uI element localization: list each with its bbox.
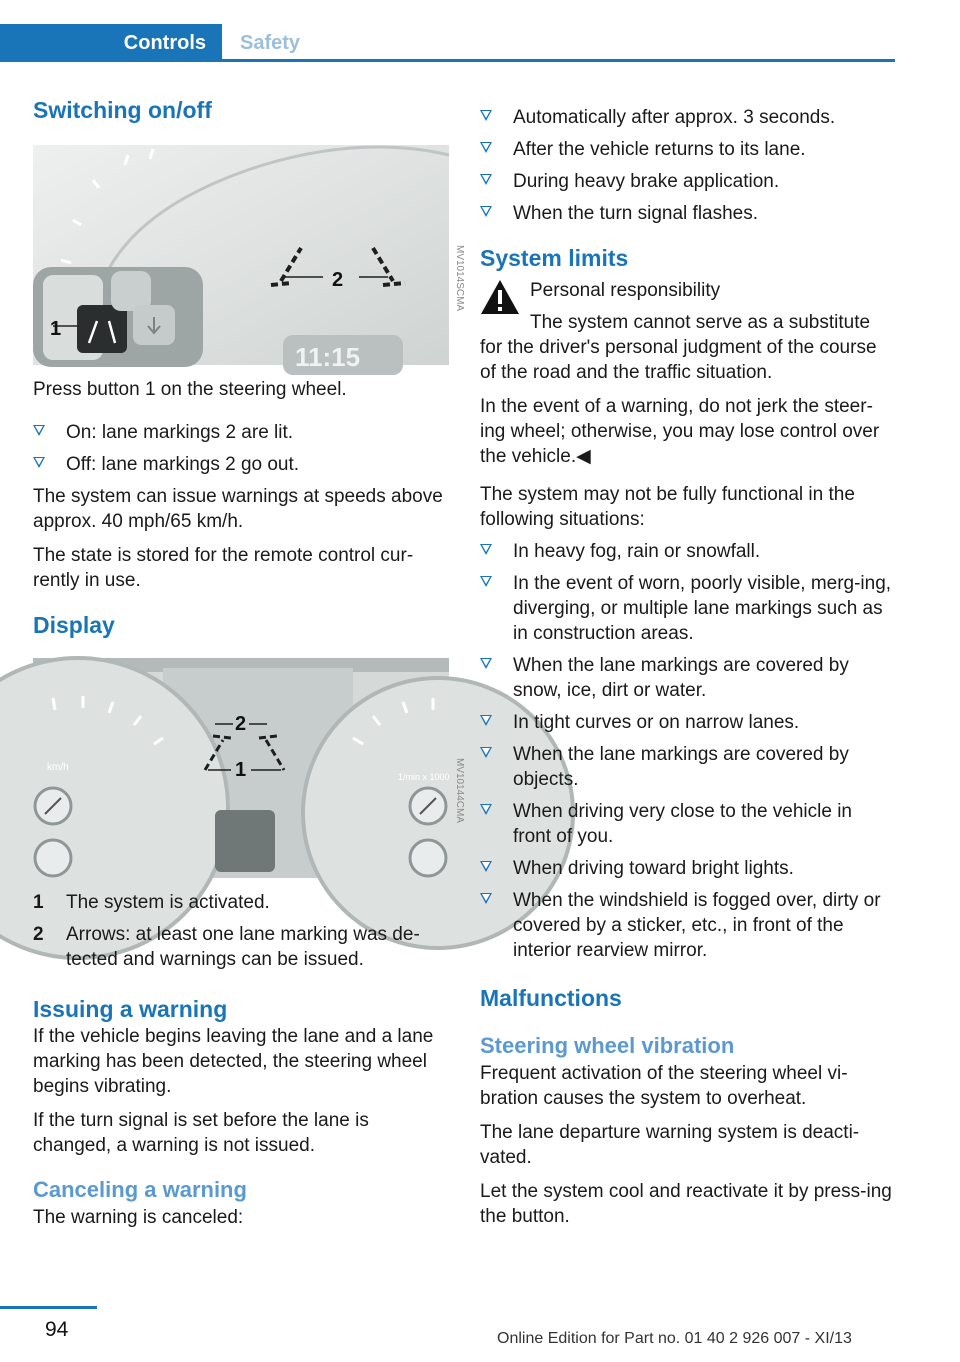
bullet-item: When the lane markings are covered by objects. [480, 742, 895, 792]
fig2-kmh: km/h [47, 762, 69, 773]
edition-note: Online Edition for Part no. 01 40 2 926 007 - XI/13 [497, 1330, 852, 1347]
fig2-label-1: 1 [235, 759, 247, 781]
para-issuing-2: If the turn signal is set before the lane is changed, a warning is not issued. [33, 1110, 369, 1156]
fig2-label-2: 2 [235, 713, 247, 735]
figure-steering-svg [33, 145, 449, 372]
fig2-code: MV10144CMA [454, 758, 465, 824]
bullet-triangle-icon [480, 576, 492, 587]
warning-text: The system cannot serve as a substitute for the driver's personal judgment of the course of the road and the traffic situation. [480, 312, 877, 383]
display-legend [33, 890, 450, 972]
bullet-item: Off: lane markings 2 go out. [33, 452, 450, 477]
bullet-item: On: lane markings 2 are lit. [33, 420, 450, 445]
fig1-label-2: 2 [332, 269, 344, 291]
bullet-item: When the windshield is fogged over, dirty or covered by a sticker, etc., in front of the interior rearview mirror. [480, 888, 895, 963]
bullet-item: In tight curves or on narrow lanes. [480, 710, 895, 735]
para-press-button: Press button 1 on the steering wheel. [33, 379, 347, 400]
tab-controls[interactable]: Controls [0, 24, 222, 62]
footer-rule [0, 1306, 97, 1309]
tab-safety[interactable]: Safety [240, 32, 301, 54]
figure-steering-button [33, 145, 465, 372]
cancel-bullets [480, 105, 895, 226]
bullet-triangle-icon [480, 658, 492, 669]
bullet-triangle-icon [33, 457, 45, 468]
para-issuing-1: If the vehicle begins leaving the lane and a lane marking has been detected, the steering wheel begins vibrating. [33, 1026, 434, 1097]
right-column [480, 105, 895, 1229]
para-state: The state is stored for the remote control cur-rently in use. [33, 545, 414, 591]
fig1-code: MV1014SCMA [454, 245, 465, 312]
fig1-label-1: 1 [50, 318, 62, 340]
warning-note [480, 278, 895, 303]
left-column [33, 95, 465, 1230]
fig2-rpm: 1/min x 1000 [398, 772, 450, 782]
para-vibration-3: Let the system cool and reactivate it by press-ing the button. [480, 1181, 892, 1227]
para-speeds: The system can issue warnings at speeds above approx. 40 mph/65 km/h. [33, 486, 443, 532]
fig1-clock: 11:15 [295, 342, 361, 372]
legend-item: 1 The system is activated. [33, 892, 270, 913]
switch-bullets [33, 420, 450, 477]
para-canceling: The warning is canceled: [33, 1207, 244, 1228]
bullet-triangle-icon [480, 174, 492, 185]
heading-canceling: Canceling a warning [33, 1177, 247, 1202]
bullet-triangle-icon [480, 142, 492, 153]
heading-system-limits: System limits [480, 245, 629, 271]
limit-bullets [480, 539, 895, 963]
bullet-item: During heavy brake application. [480, 169, 895, 194]
bullet-triangle-icon [480, 206, 492, 217]
figure-display-svg [33, 658, 449, 878]
para-vibration-2: The lane departure warning system is deacti-vated. [480, 1122, 860, 1168]
bullet-triangle-icon [480, 544, 492, 555]
bullet-item: When driving toward bright lights. [480, 856, 895, 881]
warning-triangle-icon [480, 278, 520, 316]
para-jerk: In the event of a warning, do not jerk the steer-ing wheel; otherwise, you may lose control over the vehicle.◀ [480, 396, 880, 467]
heading-switching: Switching on/off [33, 97, 212, 123]
heading-malfunctions: Malfunctions [480, 985, 622, 1011]
figure-instrument-display [33, 658, 465, 878]
bullet-item: After the vehicle returns to its lane. [480, 137, 895, 162]
bullet-triangle-icon [480, 715, 492, 726]
bullet-triangle-icon [480, 747, 492, 758]
bullet-item: In heavy fog, rain or snowfall. [480, 539, 895, 564]
bullet-triangle-icon [33, 425, 45, 436]
bullet-item: When the turn signal flashes. [480, 201, 895, 226]
warning-title: Personal responsibility [530, 280, 721, 301]
heading-display: Display [33, 612, 115, 638]
heading-steering-vibration: Steering wheel vibration [480, 1033, 735, 1058]
bullet-triangle-icon [480, 861, 492, 872]
para-vibration-1: Frequent activation of the steering wheel vi-bration causes the system to overheat. [480, 1063, 848, 1109]
legend-item: 2 Arrows: at least one lane marking was de-tected and warnings can be issued. [33, 924, 420, 970]
para-not-fully: The system may not be fully functional in the following situations: [480, 484, 855, 530]
chapter-header [0, 24, 895, 62]
bullet-item: When driving very close to the vehicle in front of you. [480, 799, 895, 849]
page-number: 94 [45, 1318, 69, 1341]
heading-issuing: Issuing a warning [33, 996, 228, 1022]
bullet-triangle-icon [480, 893, 492, 904]
header-rule [0, 59, 895, 62]
bullet-item: When the lane markings are covered by snow, ice, dirt or water. [480, 653, 895, 703]
bullet-item: In the event of worn, poorly visible, merg-ing, diverging, or multiple lane markings such as in construction areas. [480, 571, 895, 646]
bullet-item: Automatically after approx. 3 seconds. [480, 105, 895, 130]
bullet-triangle-icon [480, 804, 492, 815]
bullet-triangle-icon [480, 110, 492, 121]
